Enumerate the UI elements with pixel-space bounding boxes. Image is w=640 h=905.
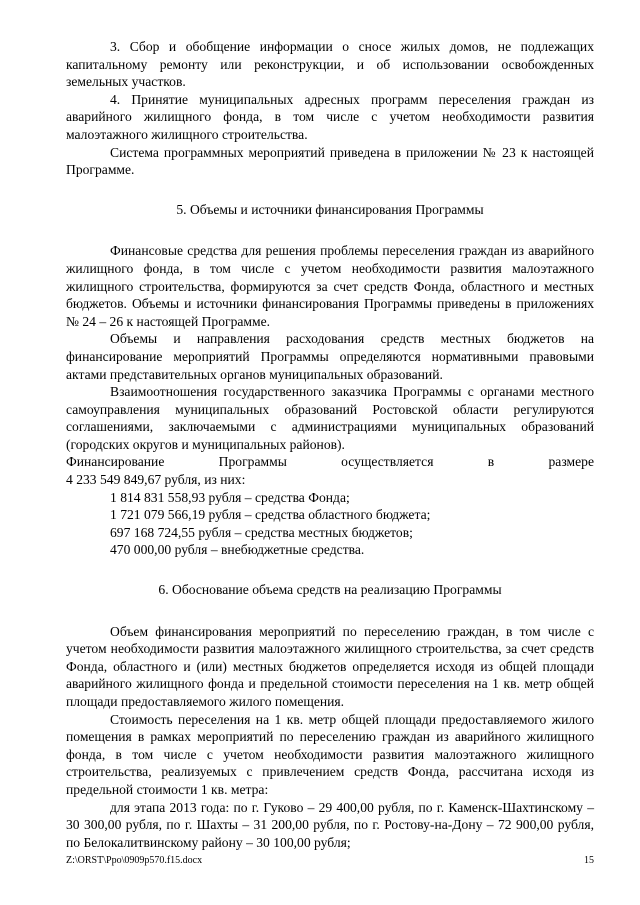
section-5-paragraph-2: Объемы и направления расходования средств местных бюджетов на финансирование мероприятий Программы определяются нормативными правовыми актами представительных органов муниципальных образований.: [66, 331, 594, 382]
document-body: [66, 38, 594, 851]
paragraph-item-3: 3. Сбор и обобщение информации о сносе жилых домов, не подлежащих капитальному ремонту или реконструкции, и об использовании освобожденных земельных участков.: [66, 39, 594, 90]
page-number: 15: [584, 855, 594, 866]
footer-file-path: Z:\ORST\Ppo\0909p570.f15.docx: [66, 855, 203, 866]
section-5-paragraph-1: Финансовые средства для решения проблемы переселения граждан из аварийного жилищного фонда, в том числе с учетом необходимости развития малоэтажного жилищного строительства, формируются за счет средств Фонда, областного и местных бюджетов. Объемы и источники финансирования Программы приведены в приложениях № 24 – 26 к настоящей Программе.: [66, 243, 594, 329]
paragraph-item-4: 4. Принятие муниципальных адресных программ переселения граждан из аварийного жилищного фонда, в том числе с учетом необходимости развития малоэтажного жилищного строительства.: [66, 91, 594, 142]
section-5-heading: 5. Объемы и источники финансирования Программы: [176, 201, 484, 217]
financing-item: 470 000,00 рубля – внебюджетные средства.: [110, 542, 365, 558]
section-5-financing-line: Финансирование Программы осуществляется в размере: [66, 454, 594, 470]
section-6-paragraph-2: Стоимость переселения на 1 кв. метр общей площади предоставляемого жилого помещения в рамках мероприятий по переселению граждан из аварийного жилищного фонда, в том числе с учетом необходимости развития малоэтажного жилищного строительства, реализуемых с привлечением средств Фонда, рассчитана исходя из предельной стоимости 1 кв. метра:: [66, 711, 594, 797]
paragraph-appendix-ref: Система программных мероприятий приведена в приложении № 23 к настоящей Программе.: [66, 144, 594, 178]
section-6-paragraph-3: для этапа 2013 года: по г. Гуково – 29 400,00 рубля, по г. Каменск-Шахтинскому – 30 300,00 рубля, по г. Шахты – 31 200,00 рубля, по г. Ростову-на-Дону – 72 900,00 рубля, по Белокалитвинскому району – 30 100,00 рубля;: [66, 799, 594, 850]
financing-item: 697 168 724,55 рубля – средства местных бюджетов;: [110, 524, 413, 540]
financing-item: 1 721 079 566,19 рубля – средства областного бюджета;: [110, 507, 431, 523]
section-6-paragraph-1: Объем финансирования мероприятий по переселению граждан, в том числе с учетом необходимости развития малоэтажного жилищного строительства, за счет средств Фонда, областного и (или) местных бюджетов определяется исходя из общей площади аварийного жилищного фонда и предельной стоимости переселения на 1 кв. метр общей площади предоставляемого жилого помещения.: [66, 623, 594, 709]
section-6-heading: 6. Обоснование объема средств на реализацию Программы: [158, 582, 502, 598]
financing-item: 1 814 831 558,93 рубля – средства Фонда;: [110, 489, 350, 505]
section-5-financing-total: 4 233 549 849,67 рубля, из них:: [66, 472, 246, 488]
section-5-paragraph-3: Взаимоотношения государственного заказчика Программы с органами местного самоуправления муниципальных образований Ростовской области регулируются соглашениями, заключаемыми с администрациями муниципальных образований (городских округов и муниципальных районов).: [66, 384, 594, 452]
